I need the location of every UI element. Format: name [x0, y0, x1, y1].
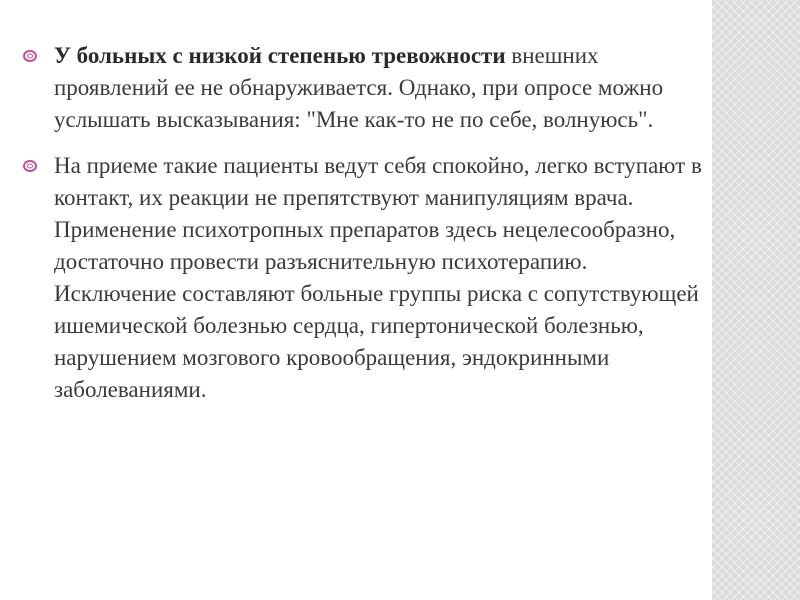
bullet-2-text: На приеме такие пациенты ведут себя спокойно, легко вступают в контакт, их реакции не препятствуют манипуляциям врача. Применение психотропных препаратов здесь нецелесообразно, достаточно провести разъяснительную психотерапию.: [54, 153, 702, 274]
slide-content: [18, 40, 708, 420]
ring-bullet-icon: [22, 49, 38, 63]
bullet-item-2: [18, 150, 708, 406]
decorative-side-band: [712, 0, 800, 600]
bullet-1-text: внешних проявлений ее не обнаруживается. Однако, при опросе можно услышать высказывания: "Мне как-то не по себе, волнуюсь".: [54, 43, 664, 132]
bullet-item-1: [18, 40, 708, 136]
bullet-2-text-continuation: Исключение составляют больные группы риска с сопутствующей ишемической болезнью сердца, гипертонической болезнью, нарушением мозгового кровообращения, эндокринными заболеваниями.: [54, 281, 699, 402]
bullet-1-bold-text: У больных с низкой степенью тревожности: [54, 43, 506, 68]
ring-bullet-icon: [22, 159, 38, 173]
